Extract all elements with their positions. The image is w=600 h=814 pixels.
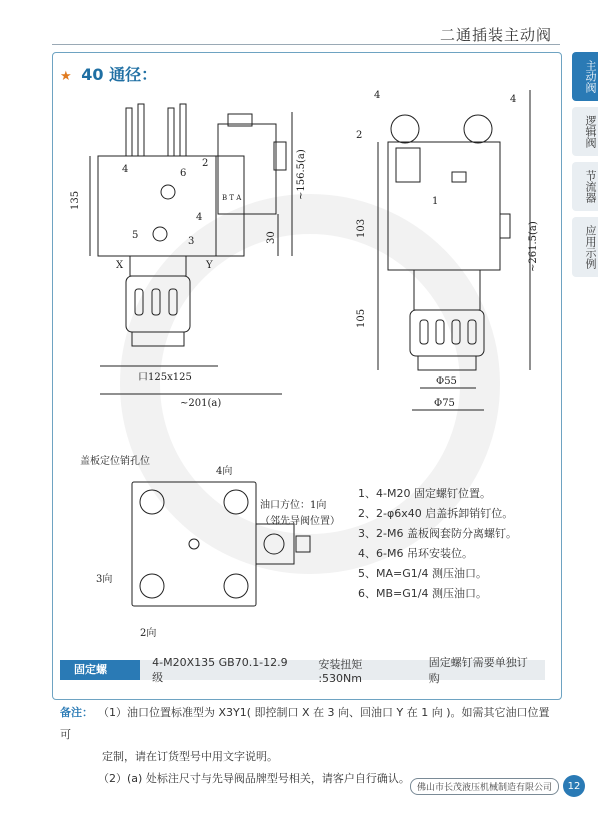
note-item: 3、2-M6 盖板阀套防分离螺钉。	[358, 527, 517, 540]
valve-text: B T A	[222, 194, 242, 202]
side-label-4b: 4	[510, 94, 517, 105]
side-label-1: 1	[432, 196, 439, 207]
top-port-pos2: （邻先导阀位置）	[260, 516, 340, 527]
remark-1b: 定制，请在订货型号中用文字说明。	[102, 750, 278, 763]
label-5: 5	[132, 230, 139, 241]
dim-30: 30	[266, 231, 277, 244]
tab-throttle[interactable]: 节流器	[572, 162, 598, 211]
label-2: 2	[202, 158, 209, 169]
footer	[410, 778, 585, 794]
remarks	[60, 702, 550, 790]
top-pin-hole-label: 盖板定位销孔位	[80, 456, 150, 467]
dim-75: Φ75	[434, 398, 455, 409]
section-title-text: 40 通径：	[81, 65, 158, 84]
label-x: X	[116, 260, 124, 271]
tab-logic-valve[interactable]: 逻辑阀	[572, 107, 598, 156]
bolt-spec: 4-M20X135 GB70.1-12.9 级	[152, 655, 288, 684]
top-dir2: 2向	[140, 628, 157, 639]
dim-135: 135	[70, 190, 81, 210]
note-item: 4、6-M6 吊环安装位。	[358, 547, 473, 560]
top-dir4: 4向	[216, 466, 233, 477]
side-label-2: 2	[356, 130, 363, 141]
dim-156: ~156.5(a)	[296, 149, 307, 200]
dim-55: Φ55	[436, 376, 457, 387]
bolt-torque: 安装扭矩 :530Nm	[318, 657, 363, 685]
note-item: 6、MB=G1/4 测压油口。	[358, 587, 487, 600]
dim-201: ~201(a)	[180, 398, 222, 409]
label-4a: 4	[122, 164, 129, 175]
page-number: 12	[563, 775, 585, 797]
label-3: 3	[188, 236, 195, 247]
top-dir3: 3向	[96, 574, 113, 585]
side-label-4a: 4	[374, 90, 381, 101]
label-6: 6	[180, 168, 187, 179]
dim-103: 103	[356, 218, 367, 238]
label-4b: 4	[196, 212, 203, 223]
bolt-table	[60, 655, 545, 696]
section-title	[60, 62, 157, 85]
tab-examples[interactable]: 应用示例	[572, 217, 598, 277]
bolt-note: 固定螺钉需要单独订购	[428, 656, 528, 685]
dim-261: ~261.5(a)	[528, 221, 539, 272]
remark-1a: （1）油口位置标准型为 X3Y1( 即控制口 X 在 3 向、回油口 Y 在 1 向 )。如需其它油口位置可	[60, 706, 550, 741]
label-y: Y	[206, 260, 213, 271]
remark-label: 备注：	[60, 706, 93, 719]
header-divider	[52, 44, 560, 45]
footer-company: 佛山市长茂液压机械制造有限公司	[410, 778, 559, 795]
note-item: 2、2-φ6x40 启盖拆卸销钉位。	[358, 507, 514, 520]
header-title: 二通插装主动阀	[439, 26, 552, 44]
notes-list	[358, 484, 517, 604]
dim-square: 口125x125	[138, 372, 192, 383]
tab-active-valve[interactable]: 主动阀	[572, 52, 598, 101]
note-item: 1、4-M20 固定螺钉位置。	[358, 487, 491, 500]
side-tabs	[572, 52, 600, 283]
dim-105: 105	[356, 308, 367, 328]
top-port-pos: 油口方位：1向	[260, 500, 327, 511]
note-item: 5、MA=G1/4 测压油口。	[358, 567, 487, 580]
star-icon: ★	[60, 69, 72, 84]
bolt-label: 固定螺栓：	[60, 660, 140, 680]
remark-2: （2）(a) 处标注尺寸与先导阀品牌型号相关，请客户自行确认。	[98, 772, 410, 785]
